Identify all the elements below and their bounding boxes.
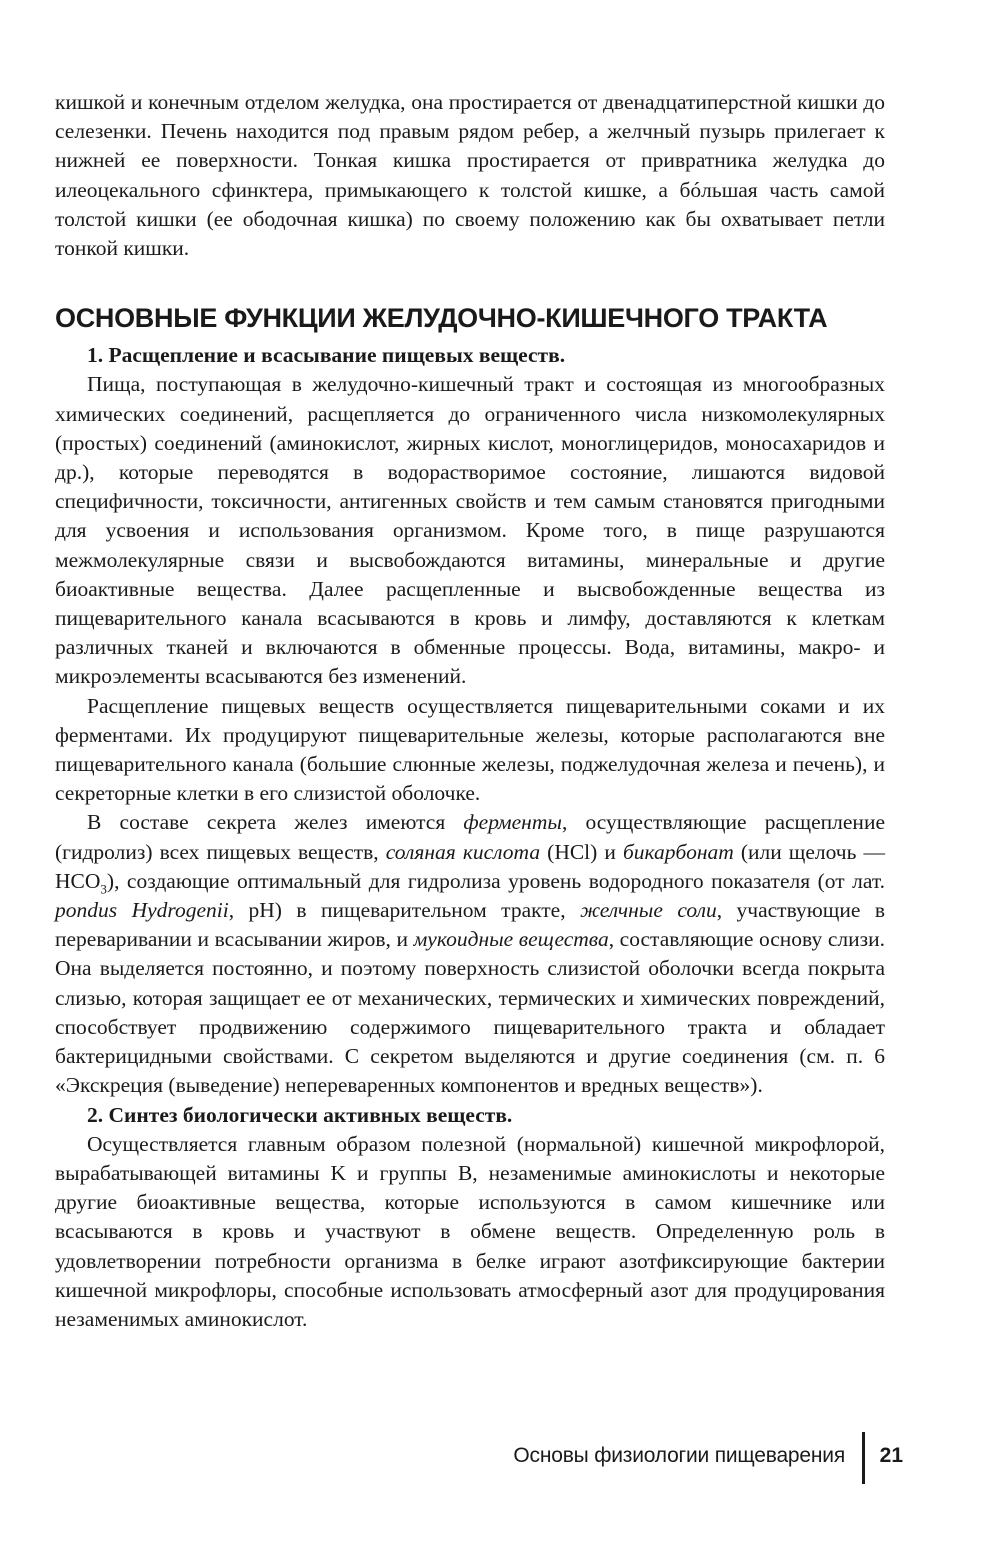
- text-run: (HCl) и: [540, 839, 623, 864]
- item1-paragraph-1: Пища, поступающая в желудочно-кишечный тракт и состоящая из многообразных химических соединений, расщепляется до ограниченного числа низкомолекулярных (простых) соединений (аминокислот, жирных кислот, моноглицеридов, моносахаридов и др.), которые переводятся в водорастворимое состояние, лишаются видовой специфичности, токсичности, антигенных свойств и тем самым становятся пригодными для усвоения и использования организмом. Кроме того, в пище разрушаются межмолекулярные связи и высвобождаются витамины, минеральные и другие биоактивные вещества. Далее расщепленные и высвобожденные вещества из пищеварительного канала всасываются в кровь и лимфу, доставляются к клеткам различных тканей и включаются в обменные процессы. Вода, витамины, макро- и микроэлементы всасываются без изменений.: [55, 372, 885, 689]
- text-run: , pH) в пищеварительном тракте,: [228, 898, 581, 923]
- text-run: ), создающие оптимальный для гидролиза уровень водородного показателя (от лат.: [106, 868, 885, 893]
- page-number: 21: [879, 1444, 903, 1467]
- item2-heading: 2. Синтез биологически активных веществ.: [87, 1102, 513, 1127]
- term-pondus-hydrogenii: pondus Hydrogenii: [55, 898, 229, 923]
- item1-paragraph-2: Расщепление пищевых веществ осуществляется пищеварительными соками и их ферментами. Их продуцируют пищеварительные железы, которые располагаются вне пищеварительного канала (большие слюнные железы, поджелудочная железа и печень), и секреторные клетки в его слизистой оболочке.: [55, 693, 885, 806]
- page-body: [55, 88, 885, 1334]
- text-run: В составе секрета желез имеются: [87, 810, 464, 835]
- text-run: (или щелочь — HCO: [55, 839, 885, 893]
- item1-paragraph-3: [55, 808, 885, 1100]
- item1-heading: 1. Расщепление и всасывание пищевых веществ.: [87, 343, 566, 368]
- subscript-3: 3: [100, 881, 107, 897]
- running-title: Основы физиологии пищеварения: [513, 1444, 845, 1467]
- item2-paragraph-1: Осуществляется главным образом полезной (нормальной) кишечной микрофлорой, вырабатывающей витамины K и группы B, незаменимые аминокислоты и некоторые другие биоактивные вещества, которые используются в самом кишечнике или всасываются в кровь и участвуют в обмене веществ. Определенную роль в удовлетворении потребности организма в белке играют азотфиксирующие бактерии кишечной микрофлоры, способные использовать атмосферный азот для продуцирования незаменимых аминокислот.: [55, 1131, 885, 1331]
- footer-divider: [862, 1432, 865, 1484]
- term-bile-salts: желчные соли: [580, 898, 717, 923]
- page-footer: [420, 1432, 903, 1484]
- term-enzymes: ферменты: [463, 810, 562, 835]
- intro-paragraph: кишкой и конечным отделом желудка, она простирается от двенадцатиперстной кишки до селезенки. Печень находится под правым рядом ребер, а желчный пузырь прилегает к нижней ее поверхности. Тонкая кишка простирается от привратника желудка до илеоцекального сфинктера, примыкающего к толстой кишке, а бóльшая часть самой толстой кишки (ее ободочная кишка) по своему положению как бы охватывает петли тонкой кишки.: [55, 90, 885, 261]
- term-hydrochloric-acid: соляная кислота: [385, 839, 541, 864]
- text-run: , составляющие основу слизи. Она выделяется постоянно, и поэтому поверхность слизистой оболочки всегда покрыта слизью, которая защищает ее от механических, термических и химических повреждений, способствует продвижению содержимого пищеварительного тракта и обладает бактерицидными свойствами. С секретом выделяются и другие соединения (см. п. 6 «Экскреция (выведение) непереваренных компонентов и вредных веществ»).: [55, 927, 885, 1098]
- term-mucoid-substances: мукоидные вещества: [413, 927, 609, 952]
- text-run: , участвующие в переваривании и всасывании жиров, и: [55, 898, 886, 952]
- section-heading: ОСНОВНЫЕ ФУНКЦИИ ЖЕЛУДОЧНО-КИШЕЧНОГО ТРАКТА: [55, 303, 828, 334]
- text-run: , осуществляющие расщепление (гидролиз) всех пищевых веществ,: [55, 810, 885, 864]
- term-bicarbonate: бикарбонат: [622, 839, 734, 864]
